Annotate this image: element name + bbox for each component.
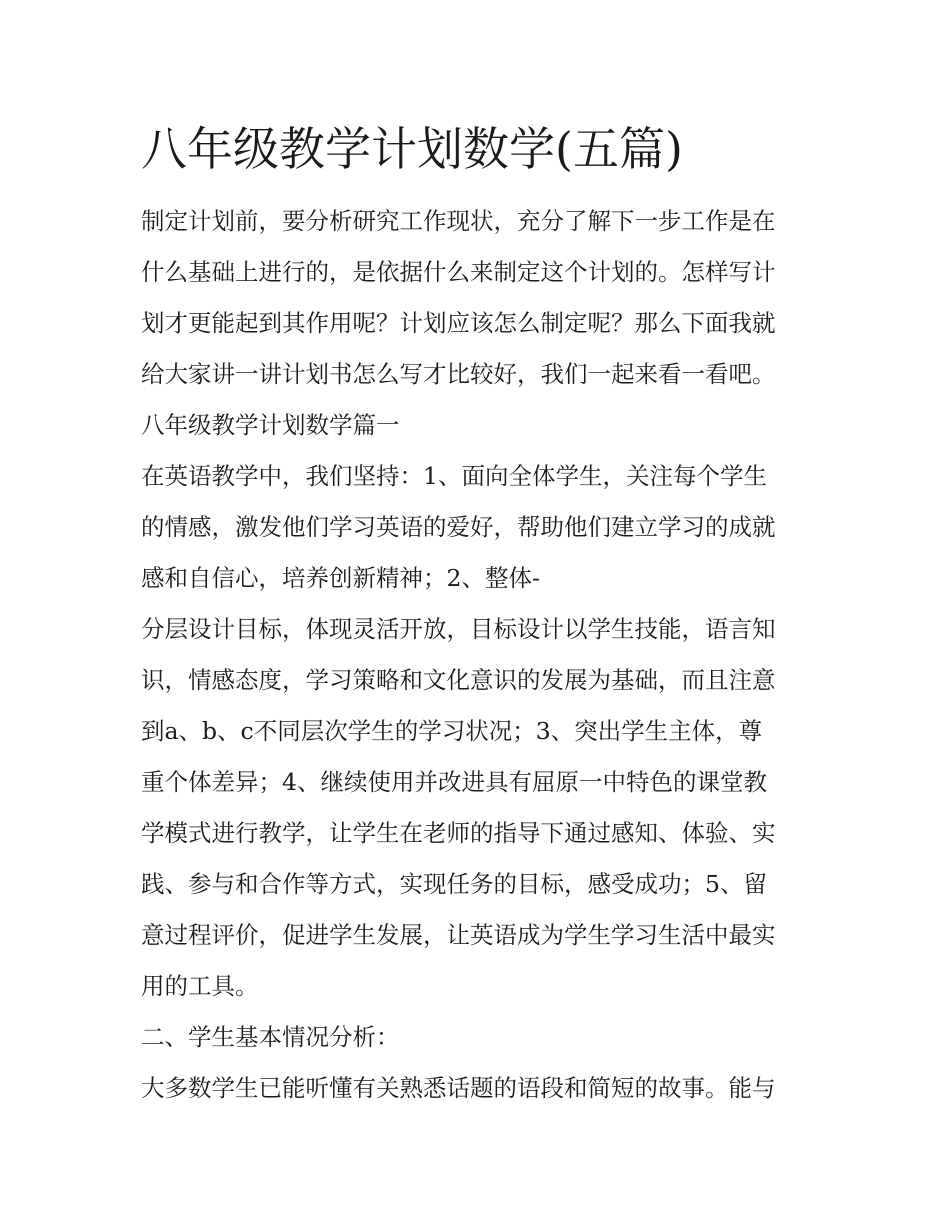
- body-line: 给大家讲一讲计划书怎么写才比较好，我们一起来看一看吧。: [141, 360, 776, 388]
- body-line: 什么基础上进行的，是依据什么来制定这个计划的。怎样写计: [141, 258, 776, 286]
- body-line: 用的工具。: [141, 972, 259, 1000]
- section-heading: 八年级教学计划数学篇一: [141, 411, 400, 439]
- body-line: 划才更能起到其作用呢？计划应该怎么制定呢？那么下面我就: [141, 309, 776, 337]
- body-line: 制定计划前，要分析研究工作现状，充分了解下一步工作是在: [141, 207, 776, 235]
- section-heading: 二、学生基本情况分析：: [141, 1023, 400, 1051]
- body-line: 践、参与和合作等方式，实现任务的目标，感受成功；5、留: [141, 870, 767, 898]
- body-line: 到a、b、c不同层次学生的学习状况；3、突出学生主体，尊: [141, 717, 763, 745]
- body-line: 在英语教学中，我们坚持：1、面向全体学生，关注每个学生: [141, 462, 767, 490]
- body-line: 分层设计目标，体现灵活开放，目标设计以学生技能，语言知: [141, 615, 776, 643]
- body-line: 学模式进行教学，让学生在老师的指导下通过感知、体验、实: [141, 819, 776, 847]
- body-line: 大多数学生已能听懂有关熟悉话题的语段和简短的故事。能与: [141, 1074, 776, 1102]
- document-body: [141, 196, 821, 1114]
- body-line: 重个体差异；4、继续使用并改进具有屈原一中特色的课堂教: [141, 768, 767, 796]
- body-line: 的情感，激发他们学习英语的爱好，帮助他们建立学习的成就: [141, 513, 776, 541]
- body-line: 意过程评价，促进学生发展，让英语成为学生学习生活中最实: [141, 921, 776, 949]
- body-line: 感和自信心，培养创新精神；2、整体-: [141, 564, 540, 592]
- document-title: 八年级教学计划数学(五篇): [141, 122, 683, 176]
- body-line: 识，情感态度，学习策略和文化意识的发展为基础，而且注意: [141, 666, 776, 694]
